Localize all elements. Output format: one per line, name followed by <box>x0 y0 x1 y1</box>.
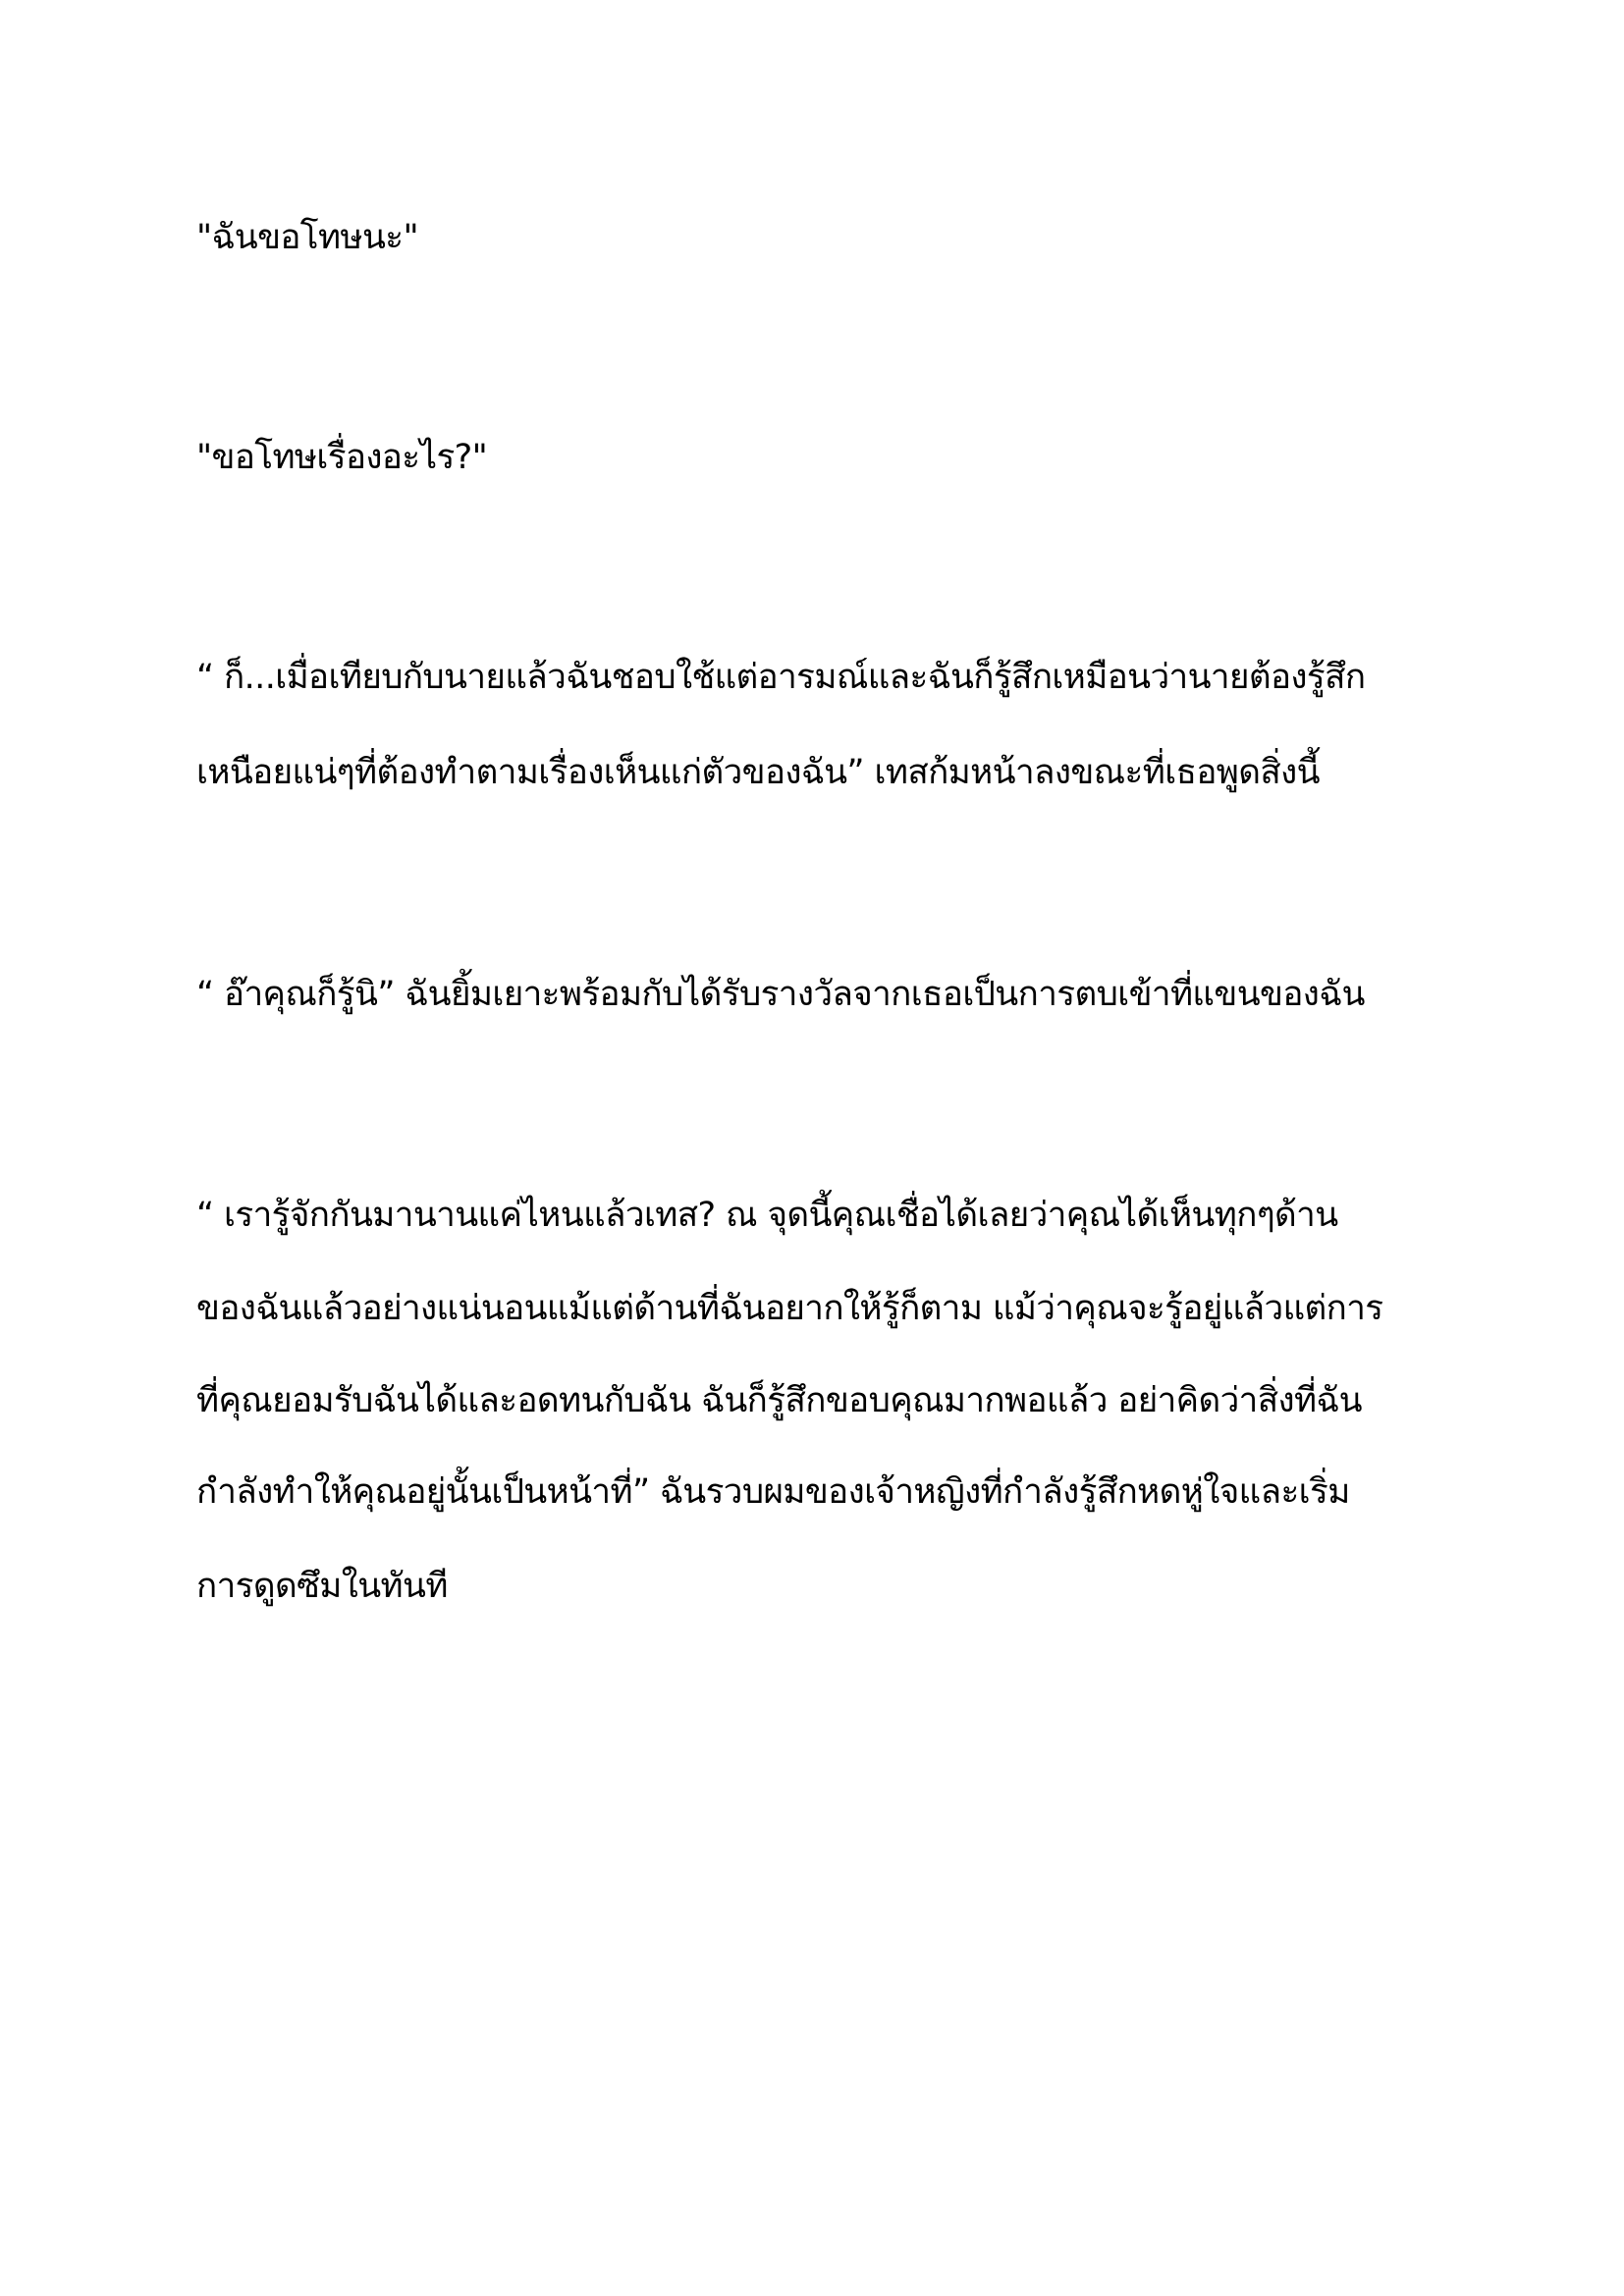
paragraph-line: ที่คุณยอมรับฉันได้และอดทนกับฉัน ฉันก็รู้สึกขอบคุณมากพอแล้ว อย่าคิดว่าสิ่งที่ฉัน <box>196 1381 1362 1420</box>
paragraph-line: ของฉันแล้วอย่างแน่นอนแม้แต่ด้านที่ฉันอยากให้รู้ก็ตาม แม้ว่าคุณจะรู้อยู่แล้วแต่การ <box>196 1289 1383 1328</box>
dialogue-line: "ฉันขอโทษนะ" <box>196 218 418 257</box>
paragraph-line: “ ก็...เมื่อเทียบกับนายแล้วฉันชอบใช้แต่อารมณ์และฉันก็รู้สึกเหมือนว่านายต้องรู้สึก <box>196 658 1366 697</box>
paragraph-line: “ อ๊าคุณก็รู้นิ” ฉันยิ้มเยาะพร้อมกับได้รับรางวัลจากเธอเป็นการตบเข้าที่แขนของฉัน <box>196 975 1365 1014</box>
paragraph-line: การดูดซึมในทันที <box>196 1567 448 1606</box>
paragraph-line: เหนือยแน่ๆที่ต้องทำตามเรื่องเห็นแก่ตัวของฉัน” เทสก้มหน้าลงขณะที่เธอพูดสิ่งนี้ <box>196 753 1320 792</box>
paragraph-line: กำลังทำให้คุณอยู่นั้นเป็นหน้าที่” ฉันรวบผมของเจ้าหญิงที่กำลังรู้สึกหดหู่ใจและเริ่ม <box>196 1472 1350 1512</box>
paragraph-line: “ เรารู้จักกันมานานแค่ไหนแล้วเทส? ณ จุดนี้คุณเชื่อได้เลยว่าคุณได้เห็นทุกๆด้าน <box>196 1196 1338 1235</box>
dialogue-line: "ขอโทษเรื่องอะไร?" <box>196 438 488 477</box>
